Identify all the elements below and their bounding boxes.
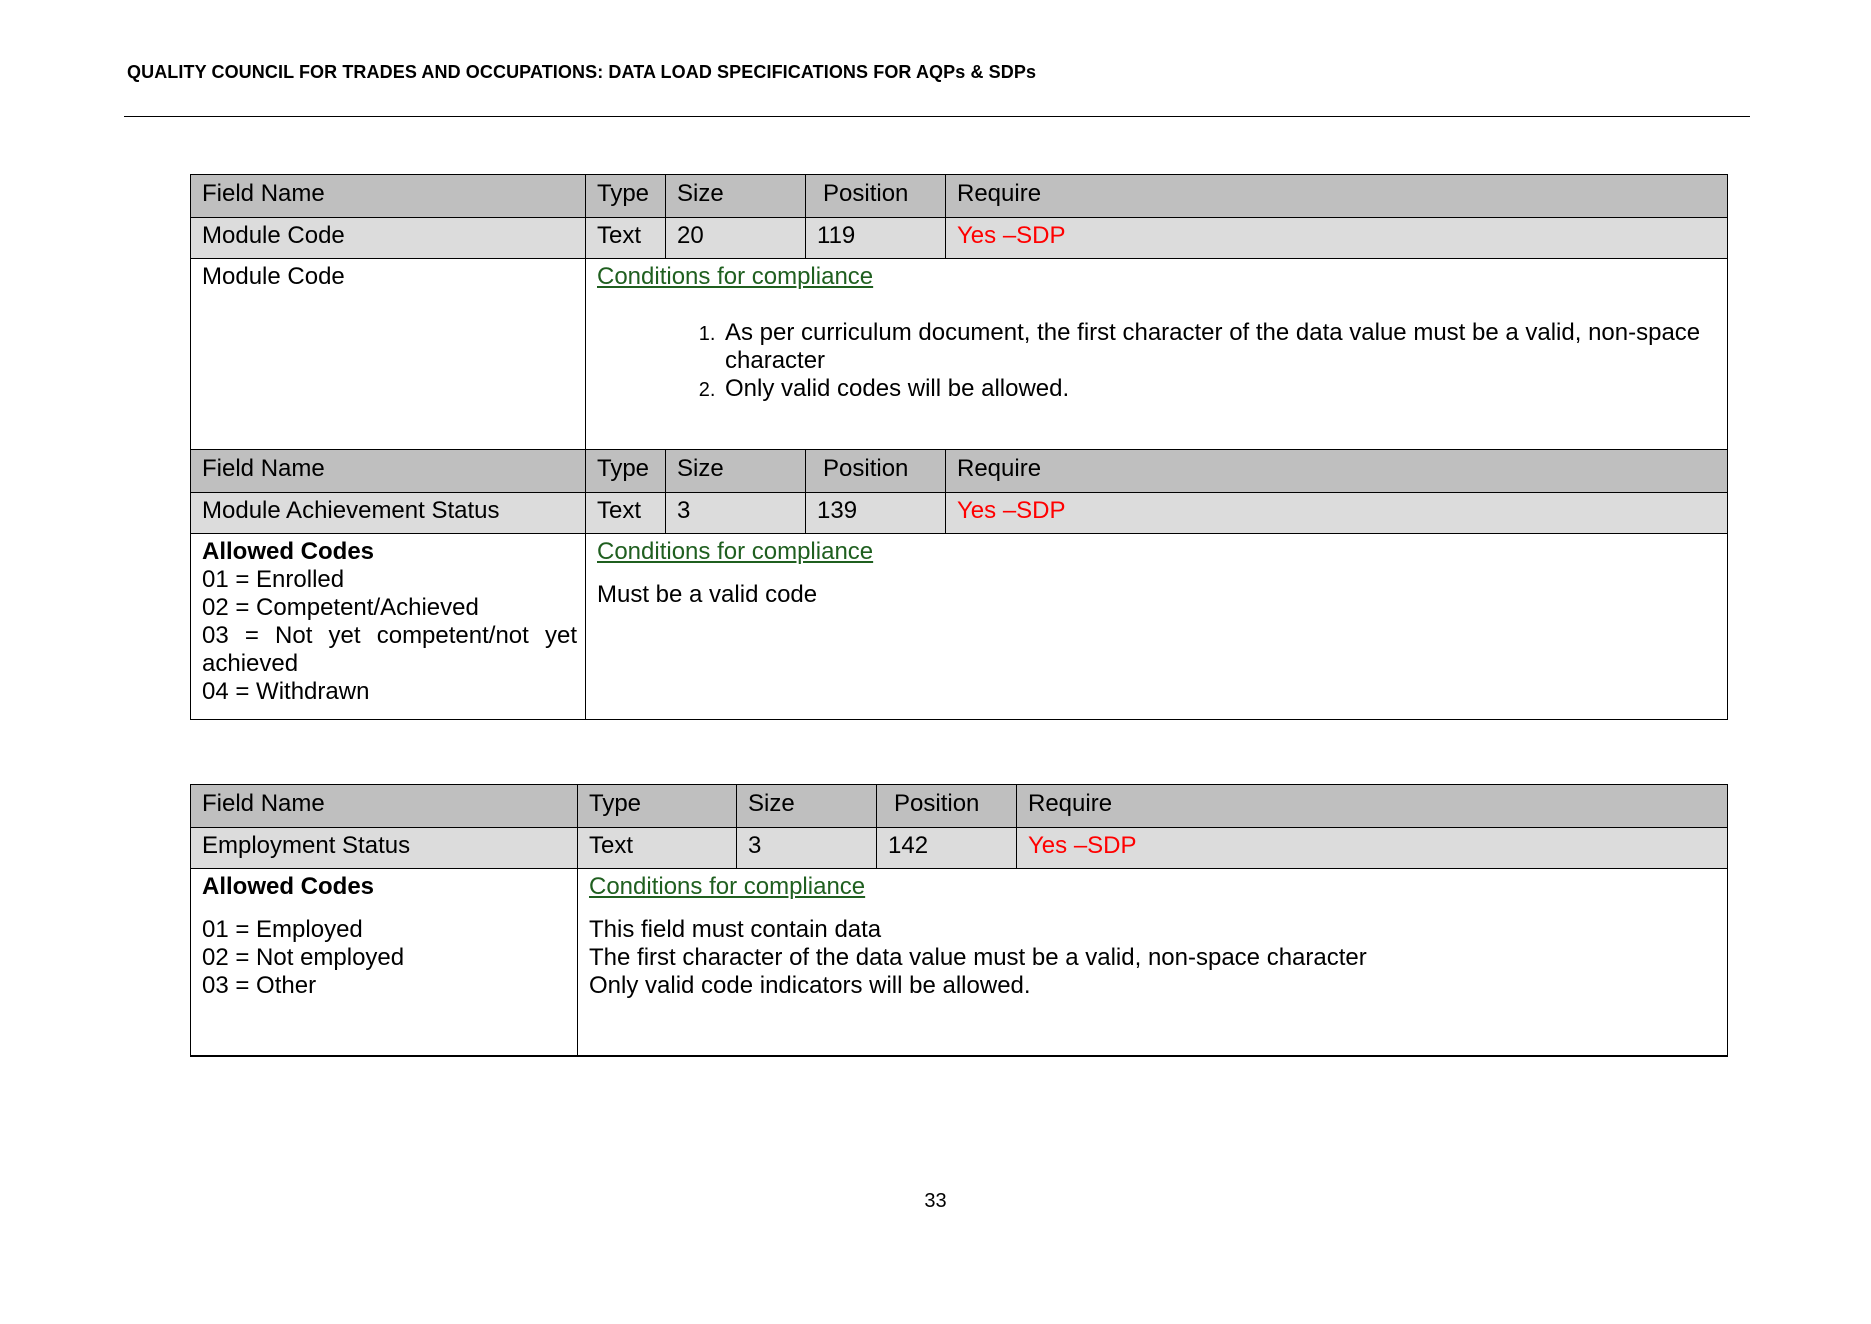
field-position-value: 139 xyxy=(806,493,946,534)
table-row xyxy=(191,493,1728,534)
field-position-value: 142 xyxy=(877,828,1017,869)
allowed-codes-title: Allowed Codes xyxy=(202,538,375,565)
field-size-value: 20 xyxy=(666,218,806,259)
list-item: 02 = Competent/Achieved xyxy=(202,594,479,621)
col-type: Type xyxy=(578,785,737,828)
list-item: 2. Only valid codes will be allowed. xyxy=(721,375,1727,403)
header-divider xyxy=(124,116,1750,117)
conditions-cell xyxy=(578,869,1728,1057)
table-row xyxy=(191,218,1728,259)
list-item: 01 = Enrolled xyxy=(202,566,345,593)
field-size-value: 3 xyxy=(666,493,806,534)
conditions-line: The first character of the data value must be a valid, non-space character xyxy=(589,944,1367,971)
col-type: Type xyxy=(586,450,666,493)
col-field-name: Field Name xyxy=(191,175,586,218)
field-require-value: Yes –SDP xyxy=(1017,828,1728,869)
field-name-value: Module Code xyxy=(191,218,586,259)
col-position: Position xyxy=(806,450,946,493)
table-header-row xyxy=(191,450,1728,493)
col-size: Size xyxy=(666,175,806,218)
conditions-cell xyxy=(586,534,1728,720)
conditions-line: Only valid code indicators will be allowed. xyxy=(589,972,1031,999)
document-header: QUALITY COUNCIL FOR TRADES AND OCCUPATIONS: DATA LOAD SPECIFICATIONS FOR AQPs & SDPs xyxy=(127,62,1037,82)
table-header-row xyxy=(191,785,1728,828)
col-position: Position xyxy=(877,785,1017,828)
col-require: Require xyxy=(946,450,1728,493)
col-size: Size xyxy=(666,450,806,493)
field-description: Module Code xyxy=(191,259,586,450)
field-name-value: Employment Status xyxy=(191,828,578,869)
conditions-title: Conditions for compliance xyxy=(597,538,874,565)
field-size-value: 3 xyxy=(737,828,877,869)
spec-table-module xyxy=(190,174,1728,720)
page-number: 33 xyxy=(924,1190,947,1212)
conditions-cell xyxy=(586,259,1728,450)
allowed-codes-cell xyxy=(191,534,586,720)
conditions-text: Must be a valid code xyxy=(597,581,818,608)
col-type: Type xyxy=(586,175,666,218)
col-position: Position xyxy=(806,175,946,218)
list-item: 04 = Withdrawn xyxy=(202,678,370,705)
field-require-value: Yes –SDP xyxy=(946,218,1728,259)
field-detail-row xyxy=(191,259,1728,450)
list-item: 03 = Not yet competent/not yet achieved xyxy=(202,622,577,677)
field-detail-row xyxy=(191,869,1728,1057)
list-item: 01 = Employed xyxy=(202,916,363,943)
field-type-value: Text xyxy=(586,493,666,534)
field-name-value: Module Achievement Status xyxy=(191,493,586,534)
spec-table-employment xyxy=(190,784,1728,1057)
list-item: 02 = Not employed xyxy=(202,944,405,971)
col-field-name: Field Name xyxy=(191,450,586,493)
field-type-value: Text xyxy=(586,218,666,259)
field-type-value: Text xyxy=(578,828,737,869)
field-detail-row xyxy=(191,534,1728,720)
list-item: 1. As per curriculum document, the first character of the data value must be a valid, non-space character xyxy=(721,319,1727,375)
col-field-name: Field Name xyxy=(191,785,578,828)
conditions-line: This field must contain data xyxy=(589,916,882,943)
table-header-row xyxy=(191,175,1728,218)
col-require: Require xyxy=(946,175,1728,218)
list-item: 03 = Other xyxy=(202,972,317,999)
allowed-codes-title: Allowed Codes xyxy=(202,873,375,900)
col-size: Size xyxy=(737,785,877,828)
conditions-title: Conditions for compliance xyxy=(597,263,874,290)
col-require: Require xyxy=(1017,785,1728,828)
table-row xyxy=(191,828,1728,869)
allowed-codes-cell xyxy=(191,869,578,1057)
field-position-value: 119 xyxy=(806,218,946,259)
conditions-title: Conditions for compliance xyxy=(589,873,866,900)
field-require-value: Yes –SDP xyxy=(946,493,1728,534)
conditions-list xyxy=(597,319,1727,403)
